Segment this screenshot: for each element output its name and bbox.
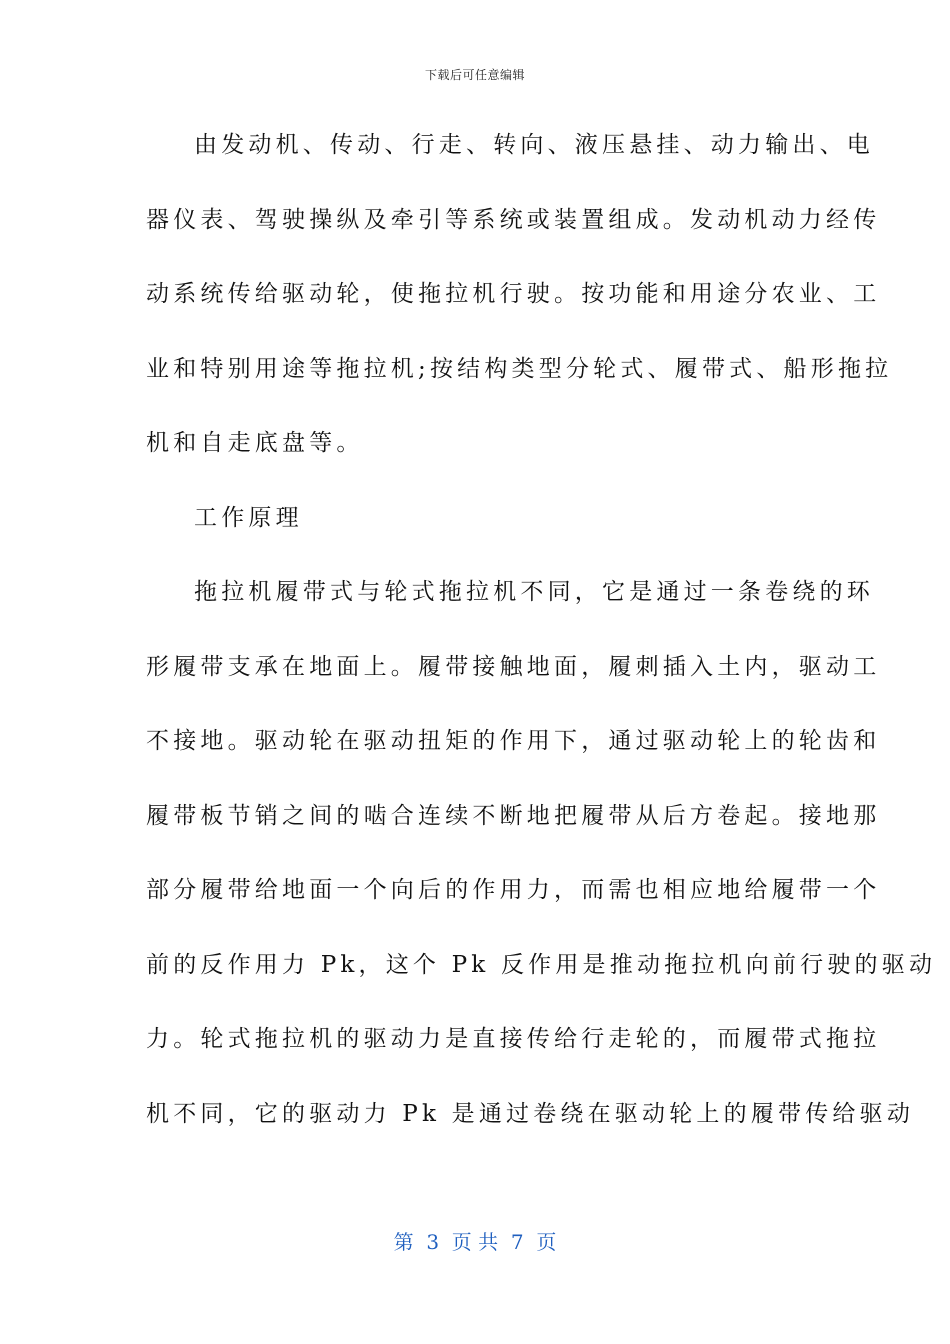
body-line: 不接地。驱动轮在驱动扭矩的作用下，通过驱动轮上的轮齿和 (146, 728, 881, 754)
page-number-footer: 第 3 页 共 7 页 (393, 1230, 557, 1254)
body-line: 力。轮式拖拉机的驱动力是直接传给行走轮的，而履带式拖拉 (146, 1026, 881, 1052)
body-line: 由发动机、传动、行走、转向、液压悬挂、动力输出、电 (194, 132, 874, 158)
body-line: 部分履带给地面一个向后的作用力，而需也相应地给履带一个 (146, 877, 881, 903)
body-line: 形履带支承在地面上。履带接触地面，履刺插入土内，驱动工 (146, 653, 881, 680)
section-heading: 工作原理 (194, 504, 303, 531)
body-line: 动系统传给驱动轮，使拖拉机行驶。按功能和用途分农业、工 (146, 281, 881, 307)
body-line: 拖拉机履带式与轮式拖拉机不同，它是通过一条卷绕的环 (194, 579, 874, 605)
body-line: 前的反作用力 Pk，这个 Pk 反作用是推动拖拉机向前行驶的驱动 (146, 951, 937, 978)
page-header-note: 下载后可任意编辑 (424, 68, 525, 82)
body-line: 履带板节销之间的啮合连续不断地把履带从后方卷起。接地那 (146, 802, 881, 829)
body-line: 业和特别用途等拖拉机;按结构类型分轮式、履带式、船形拖拉 (146, 355, 893, 382)
body-line: 器仪表、驾驶操纵及牵引等系统或装置组成。发动机动力经传 (146, 206, 881, 233)
body-line: 机和自走底盘等。 (146, 430, 364, 456)
document-body (146, 123, 937, 1166)
body-line: 机不同，它的驱动力 Pk 是通过卷绕在驱动轮上的履带传给驱动 (146, 1100, 915, 1127)
